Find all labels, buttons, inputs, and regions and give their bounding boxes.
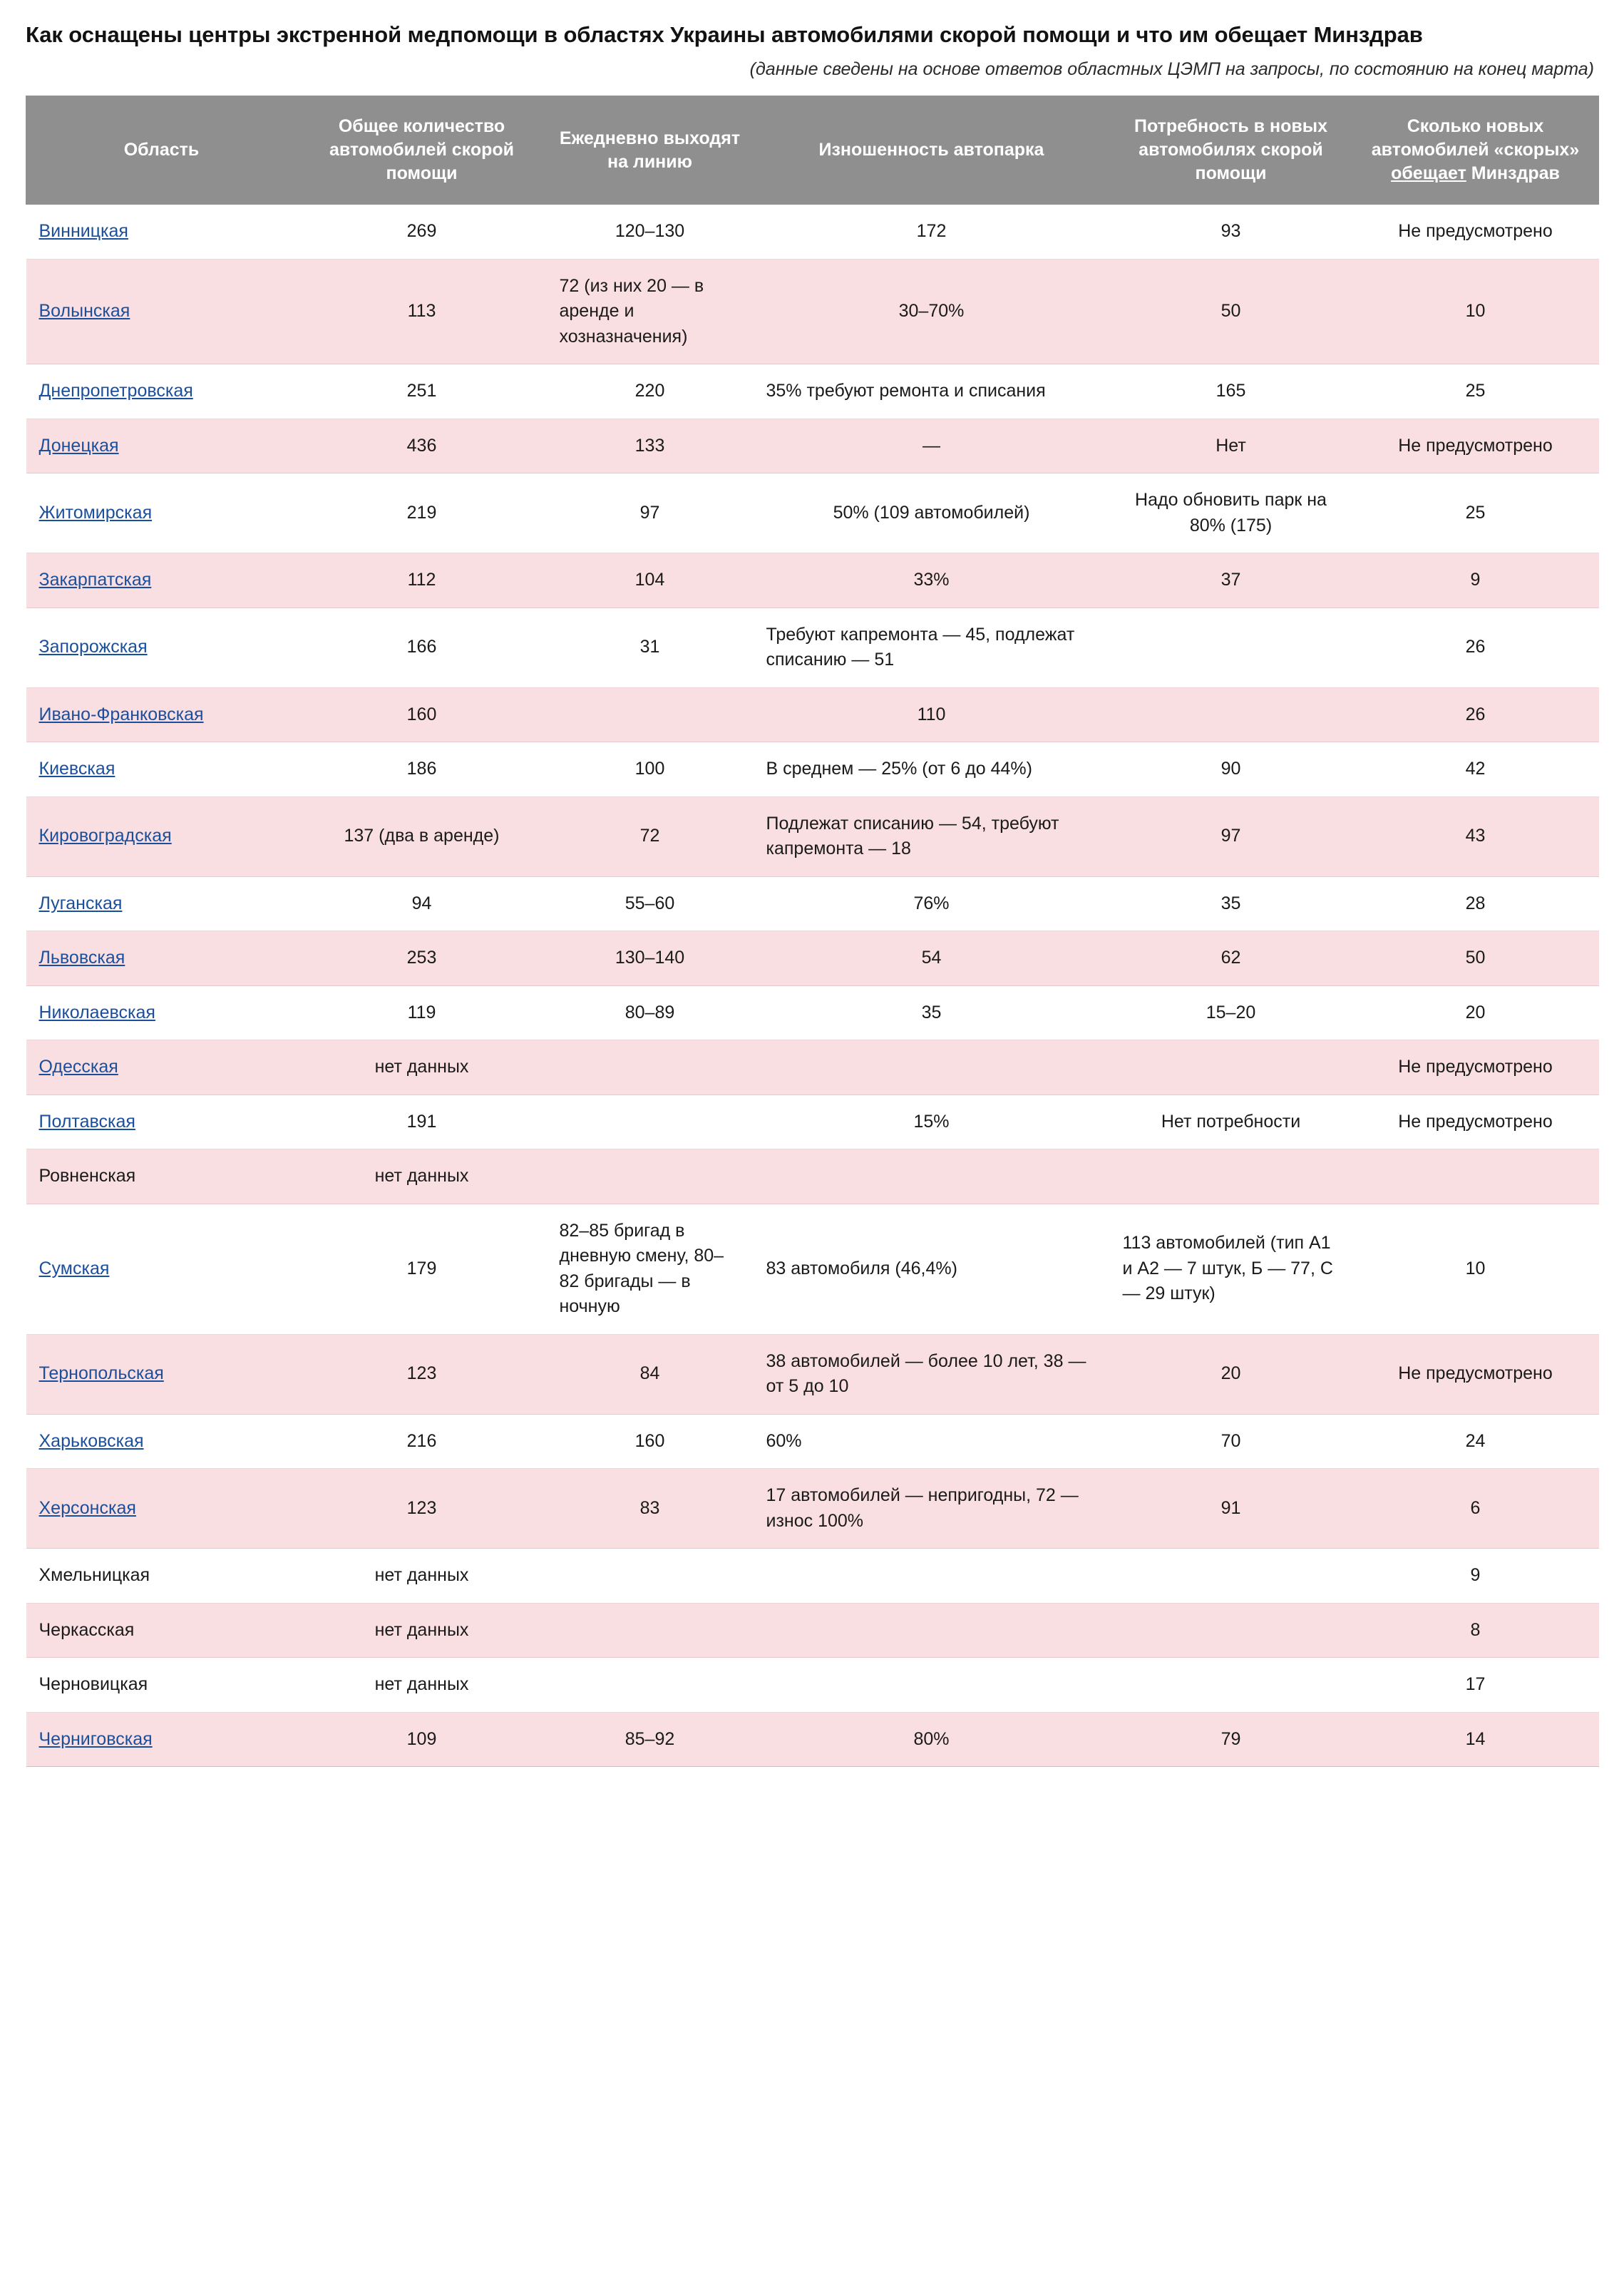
cell-promised: Не предусмотрено — [1352, 419, 1599, 473]
region-link[interactable]: Кировоградская — [38, 826, 172, 846]
region-link[interactable]: Днепропетровская — [38, 381, 193, 401]
subtitle-row — [26, 59, 1598, 80]
cell-wear — [754, 1658, 1110, 1713]
header-emphasis: обещает — [1391, 163, 1466, 184]
table-row — [26, 796, 1599, 876]
table-row — [26, 419, 1599, 473]
cell-total: нет данных — [297, 1603, 547, 1658]
cell-total: 269 — [297, 205, 547, 260]
table-body — [26, 205, 1599, 1767]
cell-region — [26, 1712, 297, 1767]
cell-promised: 17 — [1352, 1658, 1599, 1713]
table-row — [26, 687, 1599, 742]
cell-total: 186 — [297, 742, 547, 797]
region-link[interactable]: Луганская — [38, 893, 123, 913]
cell-total: 191 — [297, 1095, 547, 1149]
cell-promised: 42 — [1352, 742, 1599, 797]
table-row — [26, 1603, 1599, 1658]
region-label: Черкасская — [38, 1619, 135, 1640]
cell-daily — [547, 687, 754, 742]
cell-wear: — — [754, 419, 1110, 473]
cell-promised: Не предусмотрено — [1352, 205, 1599, 260]
cell-total: нет данных — [297, 1658, 547, 1713]
region-link[interactable]: Ивано-Франковская — [38, 704, 204, 724]
cell-promised: 8 — [1352, 1603, 1599, 1658]
cell-need: 91 — [1110, 1469, 1352, 1549]
table-row — [26, 1414, 1599, 1469]
cell-region — [26, 687, 297, 742]
cell-wear: 172 — [754, 205, 1110, 260]
column-header-region: Область — [26, 96, 297, 205]
cell-need — [1110, 1549, 1352, 1604]
cell-total: 119 — [297, 985, 547, 1040]
cell-daily: 55–60 — [547, 876, 754, 931]
cell-promised: 20 — [1352, 985, 1599, 1040]
column-header-daily: Ежедневно выходят на линию — [547, 96, 754, 205]
cell-need: 70 — [1110, 1414, 1352, 1469]
table-row — [26, 1549, 1599, 1604]
region-link[interactable]: Донецкая — [38, 435, 119, 456]
cell-total: 166 — [297, 608, 547, 687]
cell-daily: 130–140 — [547, 931, 754, 986]
cell-daily: 160 — [547, 1414, 754, 1469]
table-row — [26, 259, 1599, 364]
region-link[interactable]: Львовская — [38, 948, 125, 968]
cell-need: Нет потребности — [1110, 1095, 1352, 1149]
region-link[interactable]: Киевская — [38, 759, 115, 779]
region-label: Ровненская — [38, 1166, 136, 1186]
region-link[interactable]: Херсонская — [38, 1497, 136, 1518]
cell-promised: 6 — [1352, 1469, 1599, 1549]
region-link[interactable]: Харьковская — [38, 1430, 144, 1451]
cell-total: 179 — [297, 1204, 547, 1334]
cell-wear: 80% — [754, 1712, 1110, 1767]
cell-daily: 82–85 бригад в дневную смену, 80–82 бригады — в ночную — [547, 1204, 754, 1334]
cell-region — [26, 742, 297, 797]
region-link[interactable]: Тернопольская — [38, 1363, 164, 1384]
cell-wear: В среднем — 25% (от 6 до 44%) — [754, 742, 1110, 797]
cell-total: 123 — [297, 1334, 547, 1414]
cell-region — [26, 985, 297, 1040]
cell-promised: 26 — [1352, 687, 1599, 742]
cell-total: 251 — [297, 364, 547, 419]
cell-promised: Не предусмотрено — [1352, 1040, 1599, 1095]
cell-daily: 97 — [547, 473, 754, 553]
region-label: Черновицкая — [38, 1674, 148, 1695]
cell-wear: 83 автомобиля (46,4%) — [754, 1204, 1110, 1334]
column-header-need: Потребность в новых автомобилях скорой помощи — [1110, 96, 1352, 205]
cell-wear: 33% — [754, 553, 1110, 608]
cell-wear — [754, 1603, 1110, 1658]
table-row — [26, 608, 1599, 687]
cell-need: 165 — [1110, 364, 1352, 419]
cell-need — [1110, 1040, 1352, 1095]
cell-daily — [547, 1040, 754, 1095]
cell-need: 15–20 — [1110, 985, 1352, 1040]
cell-total: нет данных — [297, 1040, 547, 1095]
cell-total: 137 (два в аренде) — [297, 796, 547, 876]
cell-wear: 110 — [754, 687, 1110, 742]
cell-promised: 9 — [1352, 1549, 1599, 1604]
cell-wear: 35 — [754, 985, 1110, 1040]
cell-total: 123 — [297, 1469, 547, 1549]
region-link[interactable]: Черниговская — [38, 1728, 153, 1749]
region-link[interactable]: Житомирская — [38, 502, 153, 523]
cell-promised: 9 — [1352, 553, 1599, 608]
cell-need: 35 — [1110, 876, 1352, 931]
cell-total: нет данных — [297, 1149, 547, 1204]
cell-need: 62 — [1110, 931, 1352, 986]
cell-region — [26, 1658, 297, 1713]
cell-region — [26, 1334, 297, 1414]
cell-region — [26, 1095, 297, 1149]
cell-wear: 35% требуют ремонта и списания — [754, 364, 1110, 419]
cell-daily: 133 — [547, 419, 754, 473]
cell-need: 93 — [1110, 205, 1352, 260]
region-link[interactable]: Винницкая — [38, 221, 128, 242]
cell-daily: 220 — [547, 364, 754, 419]
region-label: Хмельницкая — [38, 1565, 150, 1586]
cell-wear: 50% (109 автомобилей) — [754, 473, 1110, 553]
cell-daily — [547, 1603, 754, 1658]
table-row — [26, 1469, 1599, 1549]
table-row — [26, 1149, 1599, 1204]
cell-need: 79 — [1110, 1712, 1352, 1767]
cell-total: 113 — [297, 259, 547, 364]
cell-wear: 76% — [754, 876, 1110, 931]
table-row — [26, 1095, 1599, 1149]
cell-wear: 38 автомобилей — более 10 лет, 38 — от 5 до 10 — [754, 1334, 1110, 1414]
cell-need — [1110, 1603, 1352, 1658]
cell-need: 97 — [1110, 796, 1352, 876]
page-title: Как оснащены центры экстренной медпомощи в областях Украины автомобилями скорой помощи и что им обещает Минздрав — [26, 22, 1423, 47]
cell-daily: 83 — [547, 1469, 754, 1549]
cell-total: 219 — [297, 473, 547, 553]
cell-wear: 15% — [754, 1095, 1110, 1149]
table-row — [26, 553, 1599, 608]
cell-need — [1110, 1658, 1352, 1713]
page-subtitle: (данные сведены на основе ответов областных ЦЭМП на запросы, по состоянию на конец марта) — [749, 59, 1594, 80]
cell-region — [26, 1549, 297, 1604]
cell-daily: 80–89 — [547, 985, 754, 1040]
cell-promised: 43 — [1352, 796, 1599, 876]
table-row — [26, 742, 1599, 797]
cell-region — [26, 931, 297, 986]
cell-region — [26, 1469, 297, 1549]
region-link[interactable]: Николаевская — [38, 1002, 155, 1022]
table-row — [26, 1040, 1599, 1095]
cell-region — [26, 473, 297, 553]
cell-need: Надо обновить парк на 80% (175) — [1110, 473, 1352, 553]
cell-wear: 30–70% — [754, 259, 1110, 364]
cell-daily — [547, 1095, 754, 1149]
cell-region — [26, 796, 297, 876]
cell-total: 216 — [297, 1414, 547, 1469]
cell-need: 37 — [1110, 553, 1352, 608]
column-header-total: Общее количество автомобилей скорой помощи — [297, 96, 547, 205]
cell-promised: 50 — [1352, 931, 1599, 986]
cell-wear: Требуют капремонта — 45, подлежат списанию — 51 — [754, 608, 1110, 687]
cell-total: 112 — [297, 553, 547, 608]
ambulance-table — [26, 96, 1599, 1767]
table-row — [26, 205, 1599, 260]
table-row — [26, 1334, 1599, 1414]
cell-region — [26, 1603, 297, 1658]
cell-daily: 72 (из них 20 — в аренде и хозназначения) — [547, 259, 754, 364]
cell-promised: 10 — [1352, 259, 1599, 364]
cell-daily: 85–92 — [547, 1712, 754, 1767]
column-header-wear: Изношенность автопарка — [754, 96, 1110, 205]
table-row — [26, 1204, 1599, 1334]
region-link[interactable]: Одесская — [38, 1057, 118, 1077]
cell-wear: 17 автомобилей — непригодны, 72 — износ 100% — [754, 1469, 1110, 1549]
cell-promised: 24 — [1352, 1414, 1599, 1469]
cell-region — [26, 1204, 297, 1334]
cell-region — [26, 876, 297, 931]
table-row — [26, 473, 1599, 553]
cell-wear — [754, 1549, 1110, 1604]
cell-total: 253 — [297, 931, 547, 986]
cell-total: 109 — [297, 1712, 547, 1767]
cell-daily: 31 — [547, 608, 754, 687]
cell-need: Нет — [1110, 419, 1352, 473]
cell-total: 160 — [297, 687, 547, 742]
cell-promised — [1352, 1149, 1599, 1204]
region-link[interactable]: Закарпатская — [38, 570, 152, 590]
cell-region — [26, 1040, 297, 1095]
cell-wear — [754, 1040, 1110, 1095]
cell-daily: 120–130 — [547, 205, 754, 260]
cell-total: 436 — [297, 419, 547, 473]
region-link[interactable]: Полтавская — [38, 1111, 135, 1132]
cell-need: 50 — [1110, 259, 1352, 364]
table-header — [26, 96, 1599, 205]
cell-need: 20 — [1110, 1334, 1352, 1414]
region-link[interactable]: Сумская — [38, 1258, 110, 1278]
cell-promised: 25 — [1352, 473, 1599, 553]
cell-promised: Не предусмотрено — [1352, 1334, 1599, 1414]
cell-region — [26, 364, 297, 419]
cell-wear: 60% — [754, 1414, 1110, 1469]
cell-need: 113 автомобилей (тип А1 и А2 — 7 штук, Б — 77, С — 29 штук) — [1110, 1204, 1352, 1334]
cell-daily — [547, 1149, 754, 1204]
region-link[interactable]: Запорожская — [38, 637, 148, 657]
table-header-row — [26, 96, 1599, 205]
cell-region — [26, 419, 297, 473]
cell-total: 94 — [297, 876, 547, 931]
cell-need: 90 — [1110, 742, 1352, 797]
cell-region — [26, 553, 297, 608]
cell-need — [1110, 687, 1352, 742]
table-row — [26, 985, 1599, 1040]
cell-promised: 26 — [1352, 608, 1599, 687]
cell-region — [26, 259, 297, 364]
cell-daily: 72 — [547, 796, 754, 876]
cell-promised: 14 — [1352, 1712, 1599, 1767]
cell-daily: 104 — [547, 553, 754, 608]
cell-daily — [547, 1549, 754, 1604]
region-link[interactable]: Волынская — [38, 301, 130, 322]
cell-region — [26, 1414, 297, 1469]
cell-daily: 100 — [547, 742, 754, 797]
table-row — [26, 1712, 1599, 1767]
cell-region — [26, 1149, 297, 1204]
cell-daily — [547, 1658, 754, 1713]
cell-need — [1110, 608, 1352, 687]
table-row — [26, 1658, 1599, 1713]
cell-need — [1110, 1149, 1352, 1204]
cell-wear — [754, 1149, 1110, 1204]
cell-region — [26, 608, 297, 687]
table-row — [26, 876, 1599, 931]
cell-promised: 25 — [1352, 364, 1599, 419]
table-row — [26, 364, 1599, 419]
cell-total: нет данных — [297, 1549, 547, 1604]
table-row — [26, 931, 1599, 986]
cell-wear: Подлежат списанию — 54, требуют капремонта — 18 — [754, 796, 1110, 876]
cell-region — [26, 205, 297, 260]
cell-daily: 84 — [547, 1334, 754, 1414]
cell-promised: 10 — [1352, 1204, 1599, 1334]
cell-wear: 54 — [754, 931, 1110, 986]
cell-promised: Не предусмотрено — [1352, 1095, 1599, 1149]
cell-promised: 28 — [1352, 876, 1599, 931]
column-header-promised: Сколько новых автомобилей «скорых» обещает Минздрав — [1352, 96, 1599, 205]
